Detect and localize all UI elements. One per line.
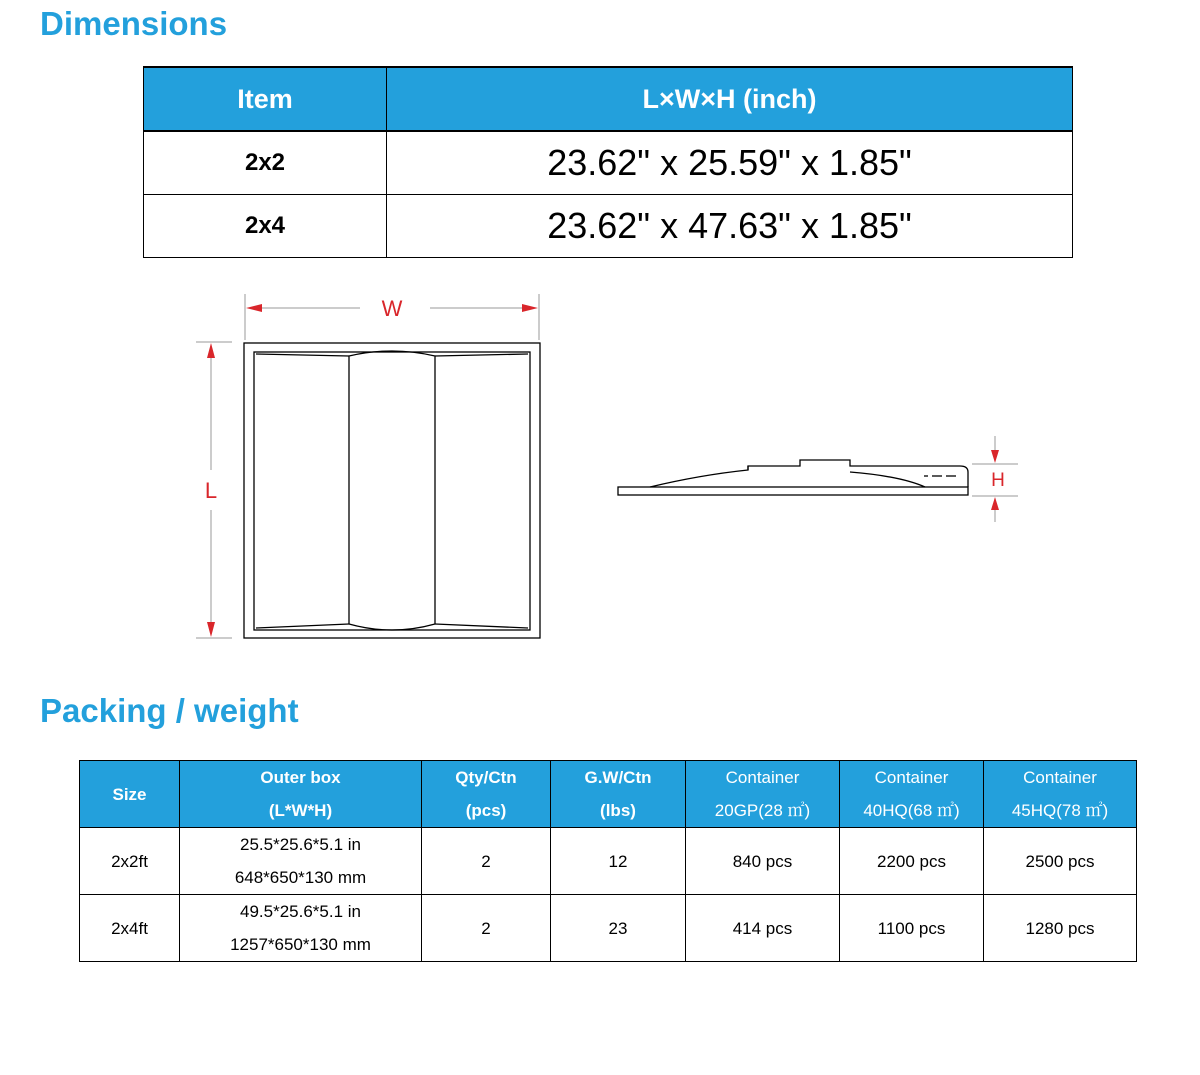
container-40hq-cell: 2200 pcs <box>840 828 984 895</box>
width-dimension <box>245 294 539 340</box>
column-header-gross-weight: G.W/Ctn (lbs) <box>551 761 686 828</box>
panel-top-view <box>244 343 540 638</box>
dimension-value-cell: 23.62" x 47.63" x 1.85" <box>387 195 1073 258</box>
gross-weight-cell: 12 <box>551 828 686 895</box>
column-header-lwh: L×W×H (inch) <box>387 67 1073 131</box>
column-header-container-20gp: Container 20GP(28 ㎡) <box>686 761 840 828</box>
column-header-container-40hq: Container 40HQ(68 ㎡) <box>840 761 984 828</box>
dimension-diagram <box>0 280 1200 660</box>
packing-weight-title: Packing / weight <box>40 692 299 729</box>
item-cell: 2x2 <box>144 131 387 195</box>
column-header-qty: Qty/Ctn (pcs) <box>422 761 551 828</box>
column-header-container-45hq: Container 45HQ(78 ㎡) <box>984 761 1137 828</box>
container-45hq-cell: 2500 pcs <box>984 828 1137 895</box>
table-row <box>80 895 1137 962</box>
qty-cell: 2 <box>422 895 551 962</box>
container-45hq-cell: 1280 pcs <box>984 895 1137 962</box>
panel-side-view <box>618 460 968 495</box>
packing-table <box>79 760 1137 962</box>
container-20gp-cell: 414 pcs <box>686 895 840 962</box>
dimension-value-cell: 23.62" x 25.59" x 1.85" <box>387 131 1073 195</box>
table-header-row <box>144 67 1073 131</box>
container-40hq-cell: 1100 pcs <box>840 895 984 962</box>
length-label: L <box>204 478 218 503</box>
size-cell: 2x4ft <box>80 895 180 962</box>
container-20gp-cell: 840 pcs <box>686 828 840 895</box>
table-row <box>144 131 1073 195</box>
table-header-row <box>80 761 1137 828</box>
height-label: H <box>991 470 1005 491</box>
gross-weight-cell: 23 <box>551 895 686 962</box>
qty-cell: 2 <box>422 828 551 895</box>
height-dimension <box>972 436 1018 522</box>
outer-box-cell: 49.5*25.6*5.1 in 1257*650*130 mm <box>180 895 422 962</box>
table-row <box>80 828 1137 895</box>
dimensions-title: Dimensions <box>40 5 228 42</box>
item-cell: 2x4 <box>144 195 387 258</box>
column-header-size: Size <box>80 761 180 828</box>
outer-box-cell: 25.5*25.6*5.1 in 648*650*130 mm <box>180 828 422 895</box>
table-row <box>144 195 1073 258</box>
width-label: W <box>381 296 403 321</box>
dimensions-table <box>143 66 1073 258</box>
size-cell: 2x2ft <box>80 828 180 895</box>
length-dimension <box>196 342 232 638</box>
column-header-item: Item <box>144 67 387 131</box>
column-header-outer-box: Outer box (L*W*H) <box>180 761 422 828</box>
